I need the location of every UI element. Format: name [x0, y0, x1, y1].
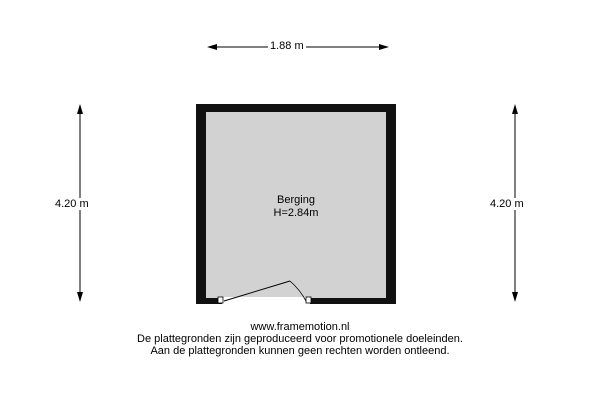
disclaimer-line-2: Aan de plattegronden kunnen geen rechten worden ontleend. — [150, 345, 450, 357]
room-height: H=2.84m — [273, 207, 319, 219]
right-height-arrow-bottom — [512, 292, 518, 302]
door-jamb-right — [306, 297, 311, 303]
right-height-arrow-top — [512, 104, 518, 114]
width-arrow-left — [207, 44, 217, 50]
left-height-arrow-bottom — [77, 292, 83, 302]
door-opening — [222, 297, 310, 305]
disclaimer-line-1: De plattegronden zijn geproduceerd voor promotionele doeleinden. — [137, 333, 463, 345]
website-url: www.framemotion.nl — [250, 321, 350, 333]
room-name: Berging — [277, 194, 315, 206]
left-height-label: 4.20 m — [55, 198, 89, 210]
right-height-label: 4.20 m — [490, 198, 524, 210]
width-arrow-right — [379, 44, 389, 50]
door-jamb-left — [218, 297, 223, 303]
left-height-arrow-top — [77, 104, 83, 114]
width-label: 1.88 m — [270, 40, 304, 52]
